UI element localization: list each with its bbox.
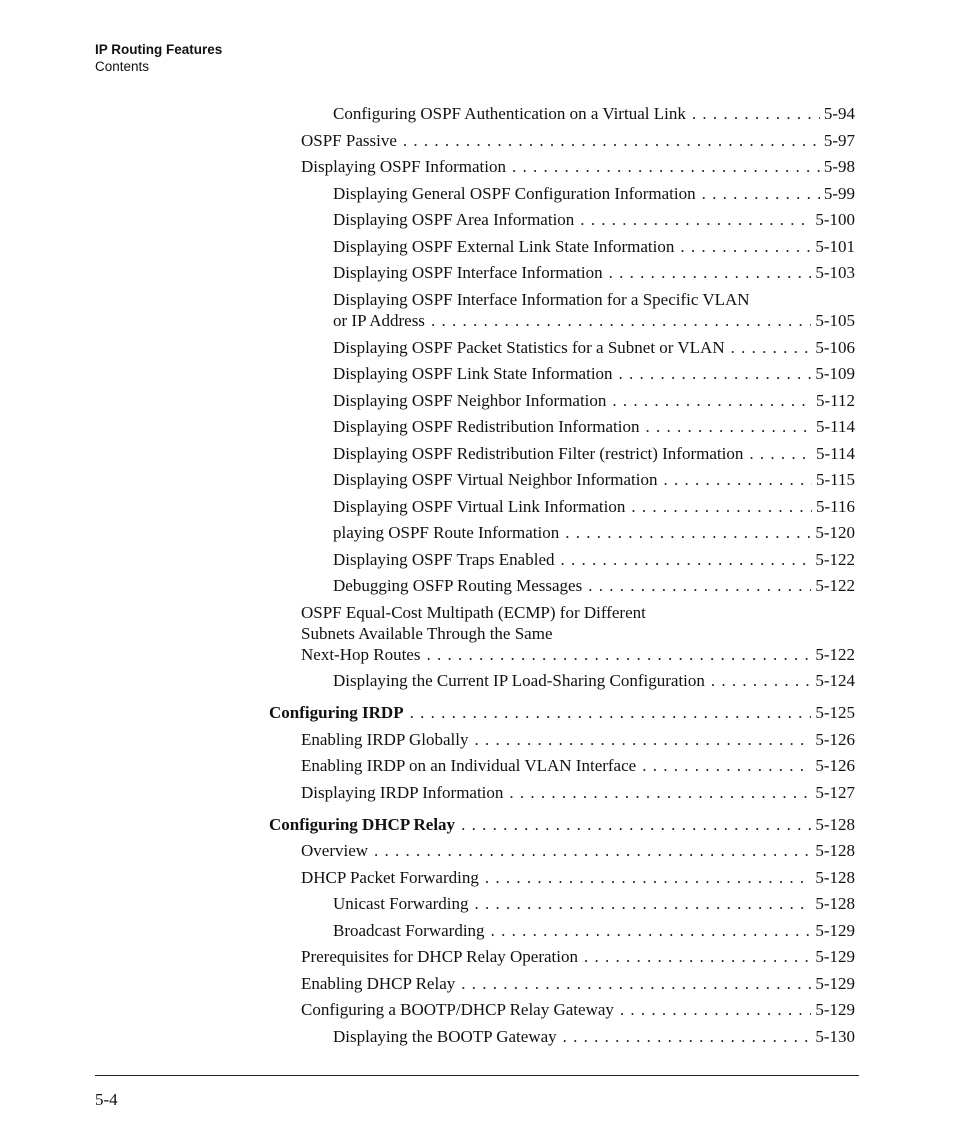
toc-entry[interactable]: Displaying General OSPF Configuration Information . . . 5-99 [333,183,855,204]
footer-rule [95,1075,859,1076]
toc-entry[interactable]: Prerequisites for DHCP Relay Operation . . . 5-129 [301,946,855,967]
toc-entry-line: OSPF Equal-Cost Multipath (ECMP) for Different [301,603,646,622]
toc-entry[interactable]: Displaying OSPF Redistribution Information . . . 5-114 [333,416,855,437]
toc-entry[interactable]: Displaying OSPF Traps Enabled . . . 5-122 [333,549,855,570]
toc-entry[interactable]: Displaying OSPF Area Information . . . 5-100 [333,209,855,230]
toc-entry[interactable]: Unicast Forwarding . . . 5-128 [333,893,855,914]
toc-entry[interactable]: Next-Hop Routes . . . 5-122 [301,644,855,665]
toc-section-entry[interactable]: Configuring IRDP . . . 5-125 [269,702,855,723]
toc-entry[interactable]: Displaying OSPF Link State Information . . . 5-109 [333,363,855,384]
toc-entry[interactable]: Enabling DHCP Relay . . . 5-129 [301,973,855,994]
toc-entry[interactable]: Enabling IRDP on an Individual VLAN Interface . . . 5-126 [301,755,855,776]
toc-section-entry[interactable]: Configuring DHCP Relay . . . 5-128 [269,814,855,835]
toc-entry[interactable]: Displaying OSPF Packet Statistics for a Subnet or VLAN . . . 5-106 [333,337,855,358]
toc-entry[interactable]: Displaying OSPF Interface Information . . . 5-103 [333,262,855,283]
toc-entry[interactable]: Displaying OSPF Virtual Neighbor Information . . . 5-115 [333,469,855,490]
toc-entry[interactable]: Broadcast Forwarding . . . 5-129 [333,920,855,941]
toc-entry[interactable]: DHCP Packet Forwarding . . . 5-128 [301,867,855,888]
toc-entry[interactable]: Displaying the Current IP Load-Sharing Configuration . . . 5-124 [333,670,855,691]
toc-entry[interactable]: Configuring a BOOTP/DHCP Relay Gateway . . . 5-129 [301,999,855,1020]
toc-entry[interactable]: Configuring OSPF Authentication on a Virtual Link . . . 5-94 [333,103,855,124]
toc-entry[interactable]: Displaying OSPF Virtual Link Information . . . 5-116 [333,496,855,517]
toc-entry[interactable]: Debugging OSFP Routing Messages . . . 5-122 [333,575,855,596]
toc-entry[interactable]: Displaying OSPF Redistribution Filter (restrict) Information . . . 5-114 [333,443,855,464]
toc-entry[interactable]: Displaying OSPF External Link State Information . . . 5-101 [333,236,855,257]
toc-entry[interactable]: Displaying OSPF Information . . . 5-98 [301,156,855,177]
toc-entry[interactable]: OSPF Passive . . . 5-97 [301,130,855,151]
toc-entry[interactable]: Enabling IRDP Globally . . . 5-126 [301,729,855,750]
toc-entry[interactable]: Overview . . . 5-128 [301,840,855,861]
toc-entry[interactable]: Displaying OSPF Neighbor Information . . . 5-112 [333,390,855,411]
toc-entry-line: Subnets Available Through the Same [301,624,553,643]
page-number: 5-4 [95,1090,118,1109]
running-head-title: IP Routing Features [95,42,223,57]
toc-entry[interactable]: or IP Address . . . 5-105 [333,310,855,331]
running-head [95,41,222,75]
toc-entry-line: Displaying OSPF Interface Information for a Specific VLAN [333,290,750,309]
toc-entry[interactable]: playing OSPF Route Information . . . 5-120 [333,522,855,543]
toc-entry[interactable]: Displaying the BOOTP Gateway . . . 5-130 [333,1026,855,1047]
running-head-subtitle: Contents [95,59,150,74]
toc-entry[interactable]: Displaying IRDP Information . . . 5-127 [301,782,855,803]
